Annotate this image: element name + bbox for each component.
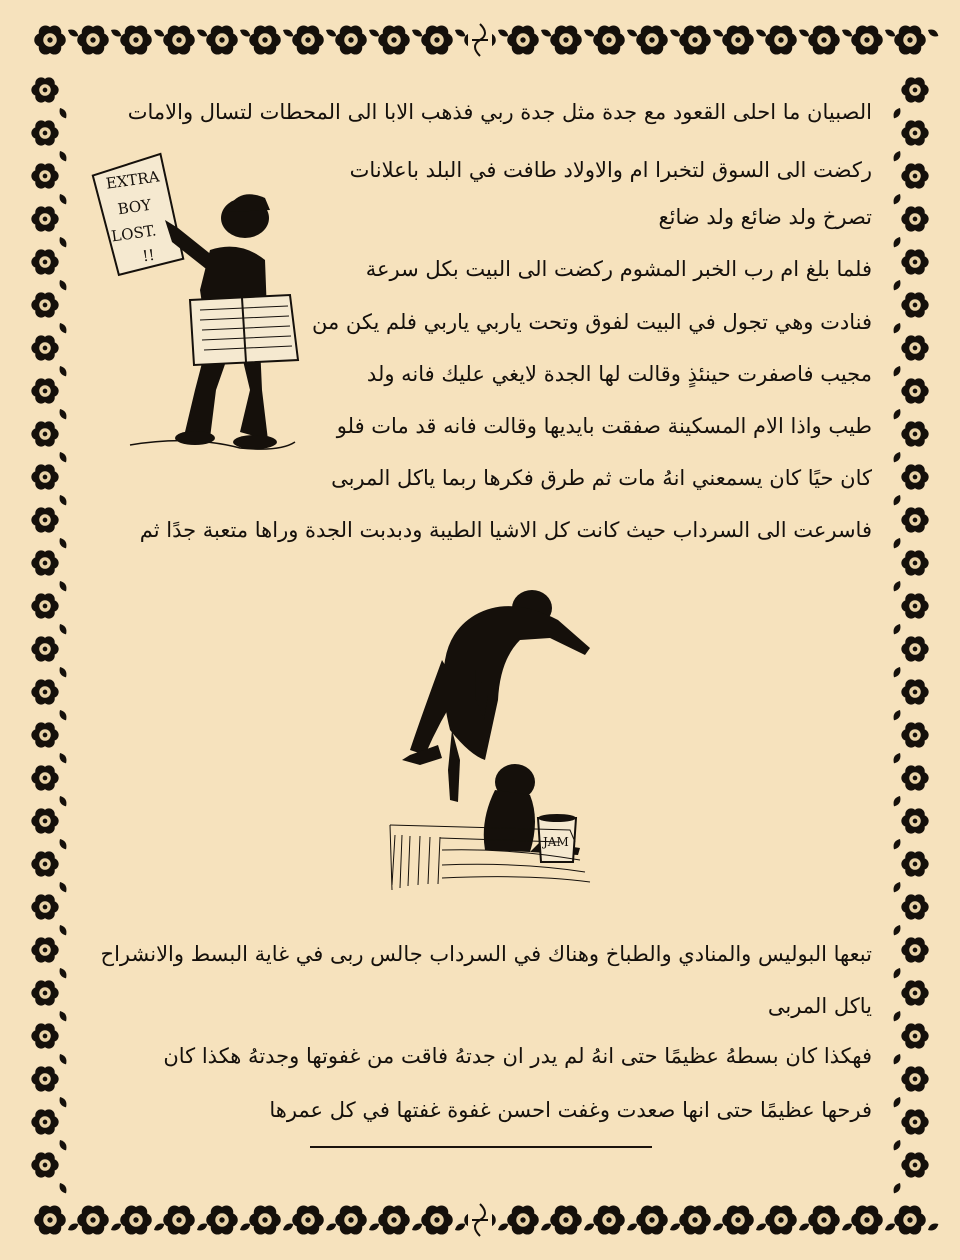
sign-line-3: LOST.: [110, 221, 158, 246]
border-rosette: [901, 249, 928, 274]
border-rosette: [31, 808, 58, 833]
border-rosette: [901, 937, 928, 962]
text-line-13: فرحها عظيمًا حتى انها صعدت وغفت احسن غفوة غفتها في كل عمرها: [269, 1098, 872, 1122]
border-rosette: [901, 808, 928, 833]
border-leaf: [891, 967, 902, 980]
border-rosette: [31, 335, 58, 360]
border-leaf: [282, 1221, 295, 1232]
border-rosette: [894, 1205, 926, 1234]
border-rosette: [31, 1066, 58, 1091]
border-leaf: [57, 279, 68, 292]
border-rosette: [31, 292, 58, 317]
border-rosette: [550, 1205, 582, 1234]
border-leaf: [841, 1221, 854, 1232]
border-rosette: [421, 25, 453, 54]
border-leaf: [891, 1182, 902, 1195]
border-rosette: [292, 1205, 324, 1234]
border-rosette: [901, 980, 928, 1005]
border-rosette: [851, 25, 883, 54]
border-leaf: [891, 150, 902, 163]
border-leaf: [891, 924, 902, 937]
border-leaf: [239, 27, 252, 38]
border-leaf: [626, 27, 639, 38]
border-rosette: [851, 1205, 883, 1234]
border-rosette: [31, 679, 58, 704]
border-leaf: [57, 795, 68, 808]
border-leaf: [891, 494, 902, 507]
border-leaf: [196, 27, 209, 38]
border-rosette: [31, 636, 58, 661]
border-leaf: [755, 27, 768, 38]
border-leaf: [57, 150, 68, 163]
border-rosette: [31, 722, 58, 747]
border-rosette: [31, 1023, 58, 1048]
border-leaf: [57, 1182, 68, 1195]
border-rosette: [901, 679, 928, 704]
border-leaf: [57, 1010, 68, 1023]
border-rosette: [249, 1205, 281, 1234]
border-leaf: [411, 27, 424, 38]
border-rosette: [679, 1205, 711, 1234]
border-leaf: [626, 1221, 639, 1232]
border-leaf: [57, 881, 68, 894]
border-rosette: [901, 593, 928, 618]
border-leaf: [325, 1221, 338, 1232]
border-rosette: [901, 206, 928, 231]
border-leaf: [927, 1221, 940, 1232]
border-rosette: [722, 25, 754, 54]
border-rosette: [636, 1205, 668, 1234]
border-rosette: [808, 25, 840, 54]
text-line-2: ركضت الى السوق لتخبرا ام والاولاد طافت في البلد باعلانات: [349, 158, 872, 182]
border-rosette: [31, 507, 58, 532]
border-leaf: [57, 408, 68, 421]
border-leaf: [669, 1221, 682, 1232]
border-rosette: [31, 550, 58, 575]
border-leaf: [454, 1221, 467, 1232]
border-rosette: [901, 636, 928, 661]
border-leaf: [411, 1221, 424, 1232]
border-leaf: [67, 1221, 80, 1232]
border-leaf: [755, 1221, 768, 1232]
border-leaf: [583, 27, 596, 38]
text-line-12: فهكذا كان بسطهُ عظيمًا حتى انهُ لم يدر ان جدتهُ فاقت من غفوتها وجدتهُ هكذا كان: [163, 1044, 872, 1068]
border-leaf: [153, 1221, 166, 1232]
border-leaf: [841, 27, 854, 38]
border-leaf: [891, 752, 902, 765]
border-rosette: [894, 25, 926, 54]
border-leaf: [798, 1221, 811, 1232]
border-rosette: [31, 937, 58, 962]
border-leaf: [57, 623, 68, 636]
border-leaf: [57, 967, 68, 980]
sign-line-4: !!: [141, 245, 156, 266]
border-rosette: [722, 1205, 754, 1234]
border-leaf: [891, 666, 902, 679]
border-rosette: [901, 163, 928, 188]
border-leaf: [891, 193, 902, 206]
border-leaf: [57, 666, 68, 679]
border-leaf: [669, 27, 682, 38]
border-rosette: [765, 25, 797, 54]
border-leaf: [891, 709, 902, 722]
border-leaf: [282, 27, 295, 38]
border-rosette: [249, 25, 281, 54]
border-rosette: [593, 25, 625, 54]
border-leaf: [153, 27, 166, 38]
border-leaf: [57, 236, 68, 249]
border-rosette: [31, 980, 58, 1005]
border-rosette: [31, 593, 58, 618]
border-rosette: [901, 120, 928, 145]
border-leaf: [368, 27, 381, 38]
border-rosette: [77, 1205, 109, 1234]
border-leaf: [57, 709, 68, 722]
border-rosette: [31, 421, 58, 446]
sign-line-1: EXTRA: [104, 167, 161, 193]
sign-line-2: BOY: [116, 195, 153, 219]
border-leaf: [891, 1139, 902, 1152]
border-leaf: [540, 1221, 553, 1232]
border-leaf: [891, 838, 902, 851]
text-line-9: فاسرعت الى السرداب حيث كانت كل الاشيا الطيبة ودبدبت الجدة وراها متعبة جدًا ثم: [139, 518, 872, 542]
jar-label: JAM: [543, 835, 569, 849]
border-rosette: [34, 25, 66, 54]
border-rosette: [901, 1066, 928, 1091]
newsboy-illustration: [90, 150, 310, 460]
border-rosette: [34, 1205, 66, 1234]
text-line-11: ياكل المربى: [767, 994, 872, 1018]
border-rosette: [31, 378, 58, 403]
border-rosette: [292, 25, 324, 54]
border-rosette: [901, 1023, 928, 1048]
border-leaf: [884, 27, 897, 38]
text-line-4: فلما بلغ ام رب الخبر المشوم ركضت الى البيت بكل سرعة: [365, 257, 872, 281]
border-leaf: [712, 27, 725, 38]
border-leaf: [891, 451, 902, 464]
border-rosette: [77, 25, 109, 54]
newspaper-bundle: [190, 295, 298, 365]
border-leaf: [712, 1221, 725, 1232]
border-rosette: [550, 25, 582, 54]
border-leaf: [57, 1139, 68, 1152]
text-line-3: تصرخ ولد ضائع ولد ضائع: [658, 205, 872, 229]
border-rosette: [31, 851, 58, 876]
jam-illustration: [380, 580, 610, 900]
border-leaf: [891, 107, 902, 120]
text-line-10: تبعها البوليس والمنادي والطباخ وهناك في السرداب جالس ربى في غاية البسط والانشراح: [100, 942, 872, 966]
border-leaf: [57, 752, 68, 765]
border-rosette: [163, 1205, 195, 1234]
border-rosette: [31, 464, 58, 489]
border-rosette: [31, 77, 58, 102]
border-rosette: [335, 25, 367, 54]
border-leaf: [891, 623, 902, 636]
border-leaf: [57, 494, 68, 507]
text-line-8: كان حيًا كان يسمعني انهُ مات ثم طرق فكرها ربما ياكل المربى: [331, 466, 872, 490]
border-rosette: [507, 1205, 539, 1234]
closing-rule: [310, 1146, 652, 1148]
border-rosette: [636, 25, 668, 54]
border-rosette: [901, 722, 928, 747]
border-rosette: [31, 163, 58, 188]
border-leaf: [57, 322, 68, 335]
border-leaf: [497, 1221, 510, 1232]
border-leaf: [57, 107, 68, 120]
border-leaf: [891, 795, 902, 808]
border-rosette: [378, 25, 410, 54]
border-leaf: [891, 236, 902, 249]
border-rosette: [901, 421, 928, 446]
border-leaf: [57, 838, 68, 851]
text-line-5: فنادت وهي تجول في البيت لفوق وتحت ياربي ياربي فلم يكن من: [311, 310, 872, 334]
border-leaf: [891, 279, 902, 292]
border-leaf: [57, 1053, 68, 1066]
extra-paper: [91, 153, 184, 277]
border-rosette: [901, 851, 928, 876]
border-rosette: [31, 206, 58, 231]
border-rosette: [901, 550, 928, 575]
border-leaf: [454, 27, 467, 38]
border-rosette: [335, 1205, 367, 1234]
border-leaf: [57, 193, 68, 206]
border-rosette: [901, 335, 928, 360]
border-leaf: [927, 27, 940, 38]
border-leaf: [891, 322, 902, 335]
border-rosette: [206, 1205, 238, 1234]
border-rosette: [679, 25, 711, 54]
border-rosette: [901, 378, 928, 403]
border-leaf: [891, 881, 902, 894]
border-leaf: [196, 1221, 209, 1232]
border-leaf: [57, 365, 68, 378]
border-leaf: [891, 580, 902, 593]
border-rosette: [120, 25, 152, 54]
border-leaf: [891, 408, 902, 421]
border-leaf: [891, 365, 902, 378]
border-leaf: [110, 27, 123, 38]
border-rosette: [31, 249, 58, 274]
border-leaf: [239, 1221, 252, 1232]
border-leaf: [57, 537, 68, 550]
border-leaf: [67, 27, 80, 38]
border-rosette: [206, 25, 238, 54]
border-rosette: [31, 120, 58, 145]
text-line-1: الصبيان ما احلى القعود مع جدة مثل جدة ربي فذهب الابا الى المحطات لتسال والامات: [127, 100, 872, 124]
border-leaf: [497, 27, 510, 38]
border-rosette: [31, 894, 58, 919]
border-rosette: [765, 1205, 797, 1234]
border-leaf: [57, 580, 68, 593]
border-rosette: [378, 1205, 410, 1234]
border-leaf: [891, 1010, 902, 1023]
border-leaf: [325, 27, 338, 38]
text-line-7: طيب واذا الام المسكينة صفقت بايديها وقالت فانه قد مات فلو: [336, 414, 872, 438]
border-rosette: [31, 1152, 58, 1177]
border-leaf: [583, 1221, 596, 1232]
border-rosette: [901, 292, 928, 317]
border-leaf: [57, 924, 68, 937]
border-rosette: [507, 25, 539, 54]
border-rosette: [901, 77, 928, 102]
border-leaf: [368, 1221, 381, 1232]
border-leaf: [891, 537, 902, 550]
border-rosette: [120, 1205, 152, 1234]
border-leaf: [884, 1221, 897, 1232]
border-leaf: [57, 1096, 68, 1109]
border-leaf: [891, 1096, 902, 1109]
border-rosette: [901, 1109, 928, 1134]
border-leaf: [110, 1221, 123, 1232]
border-rosette: [31, 765, 58, 790]
border-rosette: [31, 1109, 58, 1134]
border-rosette: [901, 765, 928, 790]
border-rosette: [901, 894, 928, 919]
border-leaf: [798, 27, 811, 38]
border-rosette: [901, 1152, 928, 1177]
border-rosette: [593, 1205, 625, 1234]
border-rosette: [421, 1205, 453, 1234]
border-leaf: [891, 1053, 902, 1066]
text-line-6: مجيب فاصفرت حينئذٍ وقالت لها الجدة لايغي عليك فانه ولد: [366, 362, 872, 386]
border-leaf: [57, 451, 68, 464]
border-rosette: [901, 464, 928, 489]
border-rosette: [163, 25, 195, 54]
border-rosette: [901, 507, 928, 532]
border-rosette: [808, 1205, 840, 1234]
border-leaf: [540, 27, 553, 38]
